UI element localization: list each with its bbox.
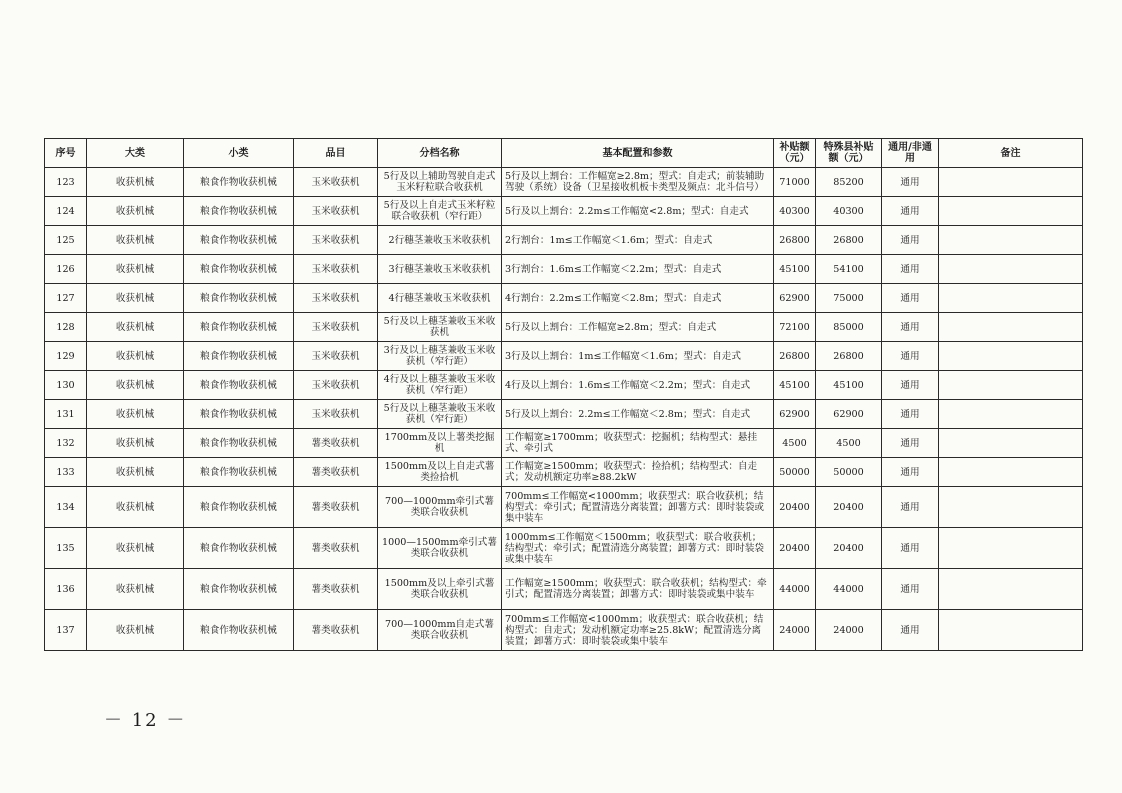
cell-remarks	[939, 255, 1083, 284]
cell-special-subsidy: 44000	[816, 569, 882, 610]
cell-config: 5行及以上割台：工作幅宽≥2.8m；型式：自走式；前装辅助驾驶（系统）设备（卫星接收机板卡类型及频点：北斗信号）	[502, 168, 774, 197]
cell-tier-name: 3行及以上穗茎兼收玉米收获机（窄行距）	[378, 342, 502, 371]
cell-special-subsidy: 85000	[816, 313, 882, 342]
cell-universal: 通用	[882, 226, 939, 255]
header-subcategory: 小类	[184, 139, 294, 168]
cell-category: 收获机械	[87, 487, 184, 528]
cell-category: 收获机械	[87, 458, 184, 487]
cell-special-subsidy: 45100	[816, 371, 882, 400]
cell-universal: 通用	[882, 610, 939, 651]
cell-tier-name: 700—1000mm自走式薯类联合收获机	[378, 610, 502, 651]
header-subsidy: 补贴额（元）	[774, 139, 816, 168]
cell-special-subsidy: 50000	[816, 458, 882, 487]
cell-tier-name: 3行穗茎兼收玉米收获机	[378, 255, 502, 284]
cell-subsidy: 44000	[774, 569, 816, 610]
cell-remarks	[939, 284, 1083, 313]
cell-special-subsidy: 4500	[816, 429, 882, 458]
cell-special-subsidy: 85200	[816, 168, 882, 197]
cell-category: 收获机械	[87, 342, 184, 371]
cell-subsidy: 20400	[774, 487, 816, 528]
cell-special-subsidy: 26800	[816, 226, 882, 255]
cell-seq: 132	[45, 429, 87, 458]
cell-tier-name: 5行及以上辅助驾驶自走式玉米籽粒联合收获机	[378, 168, 502, 197]
cell-tier-name: 5行及以上穗茎兼收玉米收获机	[378, 313, 502, 342]
cell-tier-name: 1700mm及以上薯类挖掘机	[378, 429, 502, 458]
cell-category: 收获机械	[87, 528, 184, 569]
cell-universal: 通用	[882, 528, 939, 569]
header-tier-name: 分档名称	[378, 139, 502, 168]
cell-subsidy: 26800	[774, 226, 816, 255]
cell-item: 薯类收获机	[294, 569, 378, 610]
table-row	[45, 458, 1083, 487]
cell-config: 工作幅宽≥1500mm；收获型式：联合收获机；结构型式：牵引式；配置清选分离装置；卸薯方式：即时装袋或集中装车	[502, 569, 774, 610]
cell-remarks	[939, 528, 1083, 569]
cell-seq: 125	[45, 226, 87, 255]
cell-remarks	[939, 226, 1083, 255]
header-remarks: 备注	[939, 139, 1083, 168]
cell-remarks	[939, 371, 1083, 400]
cell-special-subsidy: 26800	[816, 342, 882, 371]
cell-subsidy: 62900	[774, 400, 816, 429]
header-seq: 序号	[45, 139, 87, 168]
cell-category: 收获机械	[87, 371, 184, 400]
page-number: － 12 －	[104, 710, 187, 731]
cell-tier-name: 4行及以上穗茎兼收玉米收获机（窄行距）	[378, 371, 502, 400]
cell-config: 4行及以上割台：1.6m≤工作幅宽＜2.2m；型式：自走式	[502, 371, 774, 400]
cell-tier-name: 5行及以上穗茎兼收玉米收获机（窄行距）	[378, 400, 502, 429]
cell-universal: 通用	[882, 487, 939, 528]
cell-item: 薯类收获机	[294, 487, 378, 528]
table-row	[45, 400, 1083, 429]
cell-seq: 127	[45, 284, 87, 313]
cell-universal: 通用	[882, 284, 939, 313]
header-category: 大类	[87, 139, 184, 168]
cell-item: 玉米收获机	[294, 342, 378, 371]
cell-seq: 123	[45, 168, 87, 197]
cell-tier-name: 1000—1500mm牵引式薯类联合收获机	[378, 528, 502, 569]
cell-subcategory: 粮食作物收获机械	[184, 429, 294, 458]
cell-item: 薯类收获机	[294, 458, 378, 487]
cell-universal: 通用	[882, 342, 939, 371]
cell-special-subsidy: 20400	[816, 528, 882, 569]
cell-category: 收获机械	[87, 610, 184, 651]
cell-category: 收获机械	[87, 226, 184, 255]
table-row	[45, 168, 1083, 197]
cell-special-subsidy: 20400	[816, 487, 882, 528]
cell-subsidy: 40300	[774, 197, 816, 226]
cell-category: 收获机械	[87, 255, 184, 284]
cell-universal: 通用	[882, 313, 939, 342]
cell-config: 5行及以上割台：2.2m≤工作幅宽＜2.8m；型式：自走式	[502, 400, 774, 429]
cell-subsidy: 72100	[774, 313, 816, 342]
cell-config: 工作幅宽≥1500mm；收获型式：捡拾机；结构型式：自走式；发动机额定功率≥88.2kW	[502, 458, 774, 487]
cell-category: 收获机械	[87, 429, 184, 458]
table-row	[45, 255, 1083, 284]
table-row	[45, 528, 1083, 569]
cell-seq: 136	[45, 569, 87, 610]
cell-subcategory: 粮食作物收获机械	[184, 569, 294, 610]
cell-config: 5行及以上割台：2.2m≤工作幅宽<2.8m；型式：自走式	[502, 197, 774, 226]
cell-seq: 126	[45, 255, 87, 284]
table-row	[45, 371, 1083, 400]
cell-subcategory: 粮食作物收获机械	[184, 255, 294, 284]
cell-config: 1000mm≤工作幅宽＜1500mm；收获型式：联合收获机；结构型式：牵引式；配置清选分离装置；卸薯方式：即时装袋或集中装车	[502, 528, 774, 569]
cell-config: 工作幅宽≥1700mm；收获型式：挖掘机；结构型式：悬挂式、牵引式	[502, 429, 774, 458]
cell-tier-name: 1500mm及以上自走式薯类捡拾机	[378, 458, 502, 487]
cell-subsidy: 45100	[774, 255, 816, 284]
cell-config: 3行及以上割台：1m≤工作幅宽＜1.6m；型式：自走式	[502, 342, 774, 371]
cell-config: 700mm≤工作幅宽<1000mm；收获型式：联合收获机；结构型式：牵引式；配置清选分离装置；卸薯方式：即时装袋或集中装车	[502, 487, 774, 528]
cell-universal: 通用	[882, 197, 939, 226]
cell-seq: 131	[45, 400, 87, 429]
cell-item: 玉米收获机	[294, 226, 378, 255]
header-special-subsidy: 特殊县补贴额（元）	[816, 139, 882, 168]
header-universal: 通用/非通用	[882, 139, 939, 168]
cell-special-subsidy: 62900	[816, 400, 882, 429]
cell-config: 700mm≤工作幅宽<1000mm；收获型式：联合收获机；结构型式：自走式；发动机额定功率≥25.8kW；配置清选分离装置；卸薯方式：即时装袋或集中装车	[502, 610, 774, 651]
cell-item: 薯类收获机	[294, 528, 378, 569]
cell-subcategory: 粮食作物收获机械	[184, 371, 294, 400]
table-row	[45, 569, 1083, 610]
cell-category: 收获机械	[87, 313, 184, 342]
cell-special-subsidy: 40300	[816, 197, 882, 226]
cell-subcategory: 粮食作物收获机械	[184, 487, 294, 528]
cell-item: 玉米收获机	[294, 371, 378, 400]
cell-tier-name: 5行及以上自走式玉米籽粒联合收获机（窄行距）	[378, 197, 502, 226]
cell-seq: 135	[45, 528, 87, 569]
cell-subsidy: 24000	[774, 610, 816, 651]
cell-seq: 128	[45, 313, 87, 342]
cell-tier-name: 2行穗茎兼收玉米收获机	[378, 226, 502, 255]
cell-subcategory: 粮食作物收获机械	[184, 313, 294, 342]
cell-subsidy: 71000	[774, 168, 816, 197]
cell-seq: 133	[45, 458, 87, 487]
header-config: 基本配置和参数	[502, 139, 774, 168]
cell-config: 3行割台：1.6m≤工作幅宽＜2.2m；型式：自走式	[502, 255, 774, 284]
cell-subsidy: 45100	[774, 371, 816, 400]
cell-subsidy: 20400	[774, 528, 816, 569]
cell-seq: 137	[45, 610, 87, 651]
subsidy-table	[44, 138, 1083, 651]
cell-subcategory: 粮食作物收获机械	[184, 197, 294, 226]
cell-subsidy: 50000	[774, 458, 816, 487]
cell-tier-name: 1500mm及以上牵引式薯类联合收获机	[378, 569, 502, 610]
cell-category: 收获机械	[87, 400, 184, 429]
cell-universal: 通用	[882, 371, 939, 400]
cell-tier-name: 700—1000mm牵引式薯类联合收获机	[378, 487, 502, 528]
cell-subsidy: 4500	[774, 429, 816, 458]
cell-remarks	[939, 569, 1083, 610]
cell-remarks	[939, 197, 1083, 226]
cell-seq: 124	[45, 197, 87, 226]
cell-item: 玉米收获机	[294, 313, 378, 342]
cell-remarks	[939, 458, 1083, 487]
cell-remarks	[939, 487, 1083, 528]
cell-item: 玉米收获机	[294, 168, 378, 197]
cell-subcategory: 粮食作物收获机械	[184, 226, 294, 255]
table-row	[45, 313, 1083, 342]
cell-remarks	[939, 429, 1083, 458]
table-row	[45, 610, 1083, 651]
cell-special-subsidy: 24000	[816, 610, 882, 651]
cell-category: 收获机械	[87, 284, 184, 313]
table-row	[45, 226, 1083, 255]
cell-subcategory: 粮食作物收获机械	[184, 610, 294, 651]
cell-seq: 134	[45, 487, 87, 528]
cell-subcategory: 粮食作物收获机械	[184, 400, 294, 429]
cell-universal: 通用	[882, 400, 939, 429]
cell-universal: 通用	[882, 255, 939, 284]
table-row	[45, 487, 1083, 528]
cell-seq: 129	[45, 342, 87, 371]
table-row	[45, 197, 1083, 226]
cell-config: 2行割台：1m≤工作幅宽＜1.6m；型式：自走式	[502, 226, 774, 255]
cell-config: 4行割台：2.2m≤工作幅宽＜2.8m；型式：自走式	[502, 284, 774, 313]
cell-item: 玉米收获机	[294, 284, 378, 313]
cell-universal: 通用	[882, 569, 939, 610]
cell-subcategory: 粮食作物收获机械	[184, 168, 294, 197]
cell-subcategory: 粮食作物收获机械	[184, 342, 294, 371]
cell-subcategory: 粮食作物收获机械	[184, 284, 294, 313]
cell-item: 薯类收获机	[294, 610, 378, 651]
cell-remarks	[939, 168, 1083, 197]
cell-subcategory: 粮食作物收获机械	[184, 528, 294, 569]
cell-remarks	[939, 313, 1083, 342]
table-row	[45, 342, 1083, 371]
header-item: 品目	[294, 139, 378, 168]
cell-subsidy: 26800	[774, 342, 816, 371]
table-row	[45, 429, 1083, 458]
cell-item: 玉米收获机	[294, 255, 378, 284]
cell-subsidy: 62900	[774, 284, 816, 313]
cell-item: 玉米收获机	[294, 400, 378, 429]
cell-remarks	[939, 400, 1083, 429]
cell-item: 玉米收获机	[294, 197, 378, 226]
cell-subcategory: 粮食作物收获机械	[184, 458, 294, 487]
cell-remarks	[939, 342, 1083, 371]
cell-seq: 130	[45, 371, 87, 400]
cell-category: 收获机械	[87, 569, 184, 610]
cell-universal: 通用	[882, 458, 939, 487]
table-body	[45, 168, 1083, 651]
cell-universal: 通用	[882, 168, 939, 197]
table-row	[45, 284, 1083, 313]
table-header-row	[45, 139, 1083, 168]
cell-config: 5行及以上割台：工作幅宽≥2.8m；型式：自走式	[502, 313, 774, 342]
cell-universal: 通用	[882, 429, 939, 458]
cell-category: 收获机械	[87, 168, 184, 197]
cell-special-subsidy: 54100	[816, 255, 882, 284]
cell-tier-name: 4行穗茎兼收玉米收获机	[378, 284, 502, 313]
cell-category: 收获机械	[87, 197, 184, 226]
cell-item: 薯类收获机	[294, 429, 378, 458]
cell-special-subsidy: 75000	[816, 284, 882, 313]
cell-remarks	[939, 610, 1083, 651]
